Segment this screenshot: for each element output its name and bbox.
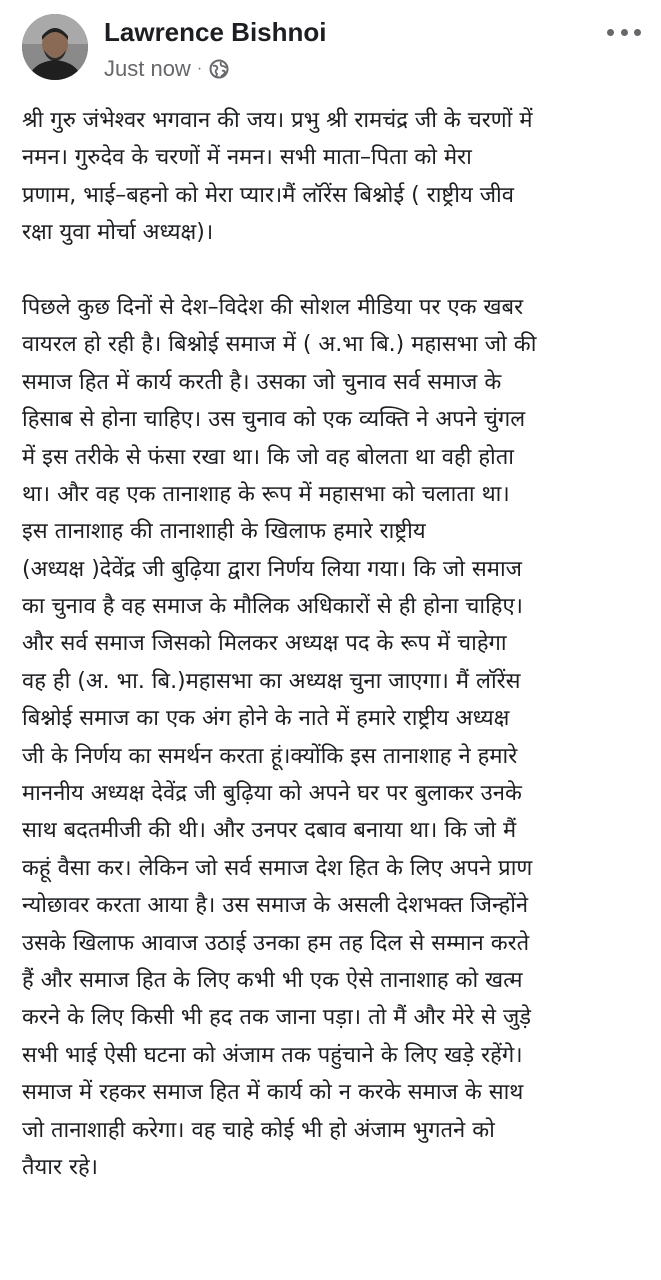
- post-line: जी के निर्णय का समर्थन करता हूं।क्योंकि इस तानाशाह ने हमारे: [22, 743, 518, 769]
- post-line: न्योछावर करता आया है। उस समाज के असली देशभक्त जिन्होंने: [22, 893, 529, 919]
- post-line: नमन। गुरुदेव के चरणों में नमन। सभी माता–पिता को मेरा: [22, 145, 472, 171]
- post-line: हिसाब से होना चाहिए। उस चुनाव को एक व्यक्ति ने अपने चुंगल: [22, 407, 526, 433]
- post-line: वह ही (अ. भा. बि.)महासभा का अध्यक्ष चुना जाएगा। मैं लॉरेंस: [22, 668, 521, 694]
- more-options-icon[interactable]: [607, 22, 641, 42]
- post-line: श्री गुरु जंभेश्वर भगवान की जय। प्रभु श्री रामचंद्र जी के चरणों में: [22, 108, 533, 133]
- meta-separator: ·: [196, 60, 203, 77]
- paragraph-gap: [22, 252, 650, 289]
- post-line: वायरल हो रही है। बिश्नोई समाज में ( अ.भा बि.) महासभा जो की: [22, 332, 537, 358]
- post-line: करने के लिए किसी भी हद तक जाना पड़ा। तो मैं और मेरे से जुड़े: [22, 1005, 532, 1031]
- more-dot: [634, 29, 641, 36]
- post-meta: [104, 54, 229, 84]
- post-line: कहूं वैसा कर। लेकिन जो सर्व समाज देश हित के लिए अपने प्राण: [22, 855, 533, 881]
- post-line: और सर्व समाज जिसको मिलकर अध्यक्ष पद के रूप में चाहेगा: [22, 631, 507, 657]
- post-line: साथ बदतमीजी की थी। और उनपर दबाव बनाया था। कि जो मैं: [22, 818, 517, 844]
- timestamp[interactable]: Just now: [104, 56, 191, 81]
- post-line: समाज में रहकर समाज हित में कार्य को न करके समाज के साथ: [22, 1080, 524, 1106]
- profile-avatar[interactable]: [22, 14, 88, 80]
- post-line: सभी भाई ऐसी घटना को अंजाम तक पहुंचाने के लिए खड़े रहेंगे।: [22, 1042, 523, 1068]
- post-line: उसके खिलाफ आवाज उठाई उनका हम तह दिल से सम्मान करते: [22, 930, 530, 956]
- more-dot: [607, 29, 614, 36]
- post-line: तैयार रहे।: [22, 1154, 99, 1180]
- post-line: समाज हित में कार्य करती है। उसका जो चुनाव सर्व समाज के: [22, 369, 502, 395]
- post-line: पिछले कुछ दिनों से देश–विदेश की सोशल मीडिया पर एक खबर: [22, 294, 524, 320]
- more-dot: [621, 29, 628, 36]
- post-line: हैं और समाज हित के लिए कभी भी एक ऐसे तानाशाह को खत्म: [22, 967, 523, 993]
- post-line: रक्षा युवा मोर्चा अध्यक्ष)।: [22, 220, 214, 246]
- post-line: में इस तरीके से फंसा रखा था। कि जो वह बोलता था वही होता: [22, 444, 514, 470]
- post-line: था। और वह एक तानाशाह के रूप में महासभा को चलाता था।: [22, 481, 510, 507]
- post-body: [22, 102, 650, 1186]
- post-line: का चुनाव है वह समाज के मौलिक अधिकारों से ही होना चाहिए।: [22, 594, 523, 620]
- post-line: (अध्यक्ष )देवेंद्र जी बुढ़िया द्वारा निर्णय लिया गया। कि जो समाज: [22, 556, 522, 582]
- post-line: इस तानाशाह की तानाशाही के खिलाफ हमारे राष्ट्रीय: [22, 519, 426, 545]
- globe-icon[interactable]: [209, 59, 229, 79]
- post-line: माननीय अध्यक्ष देवेंद्र जी बुढ़िया को अपने घर पर बुलाकर उनके: [22, 781, 522, 807]
- post-line: प्रणाम, भाई–बहनो को मेरा प्यार।मैं लॉरेंस बिश्नोई ( राष्ट्रीय जीव: [22, 182, 514, 208]
- avatar-photo: [22, 14, 88, 80]
- author-name[interactable]: Lawrence Bishnoi: [104, 17, 327, 47]
- post-line: बिश्नोई समाज का एक अंग होने के नाते में हमारे राष्ट्रीय अध्यक्ष: [22, 706, 510, 732]
- post-header: [0, 0, 661, 100]
- post-line: जो तानाशाही करेगा। वह चाहे कोई भी हो अंजाम भुगतने को: [22, 1117, 495, 1143]
